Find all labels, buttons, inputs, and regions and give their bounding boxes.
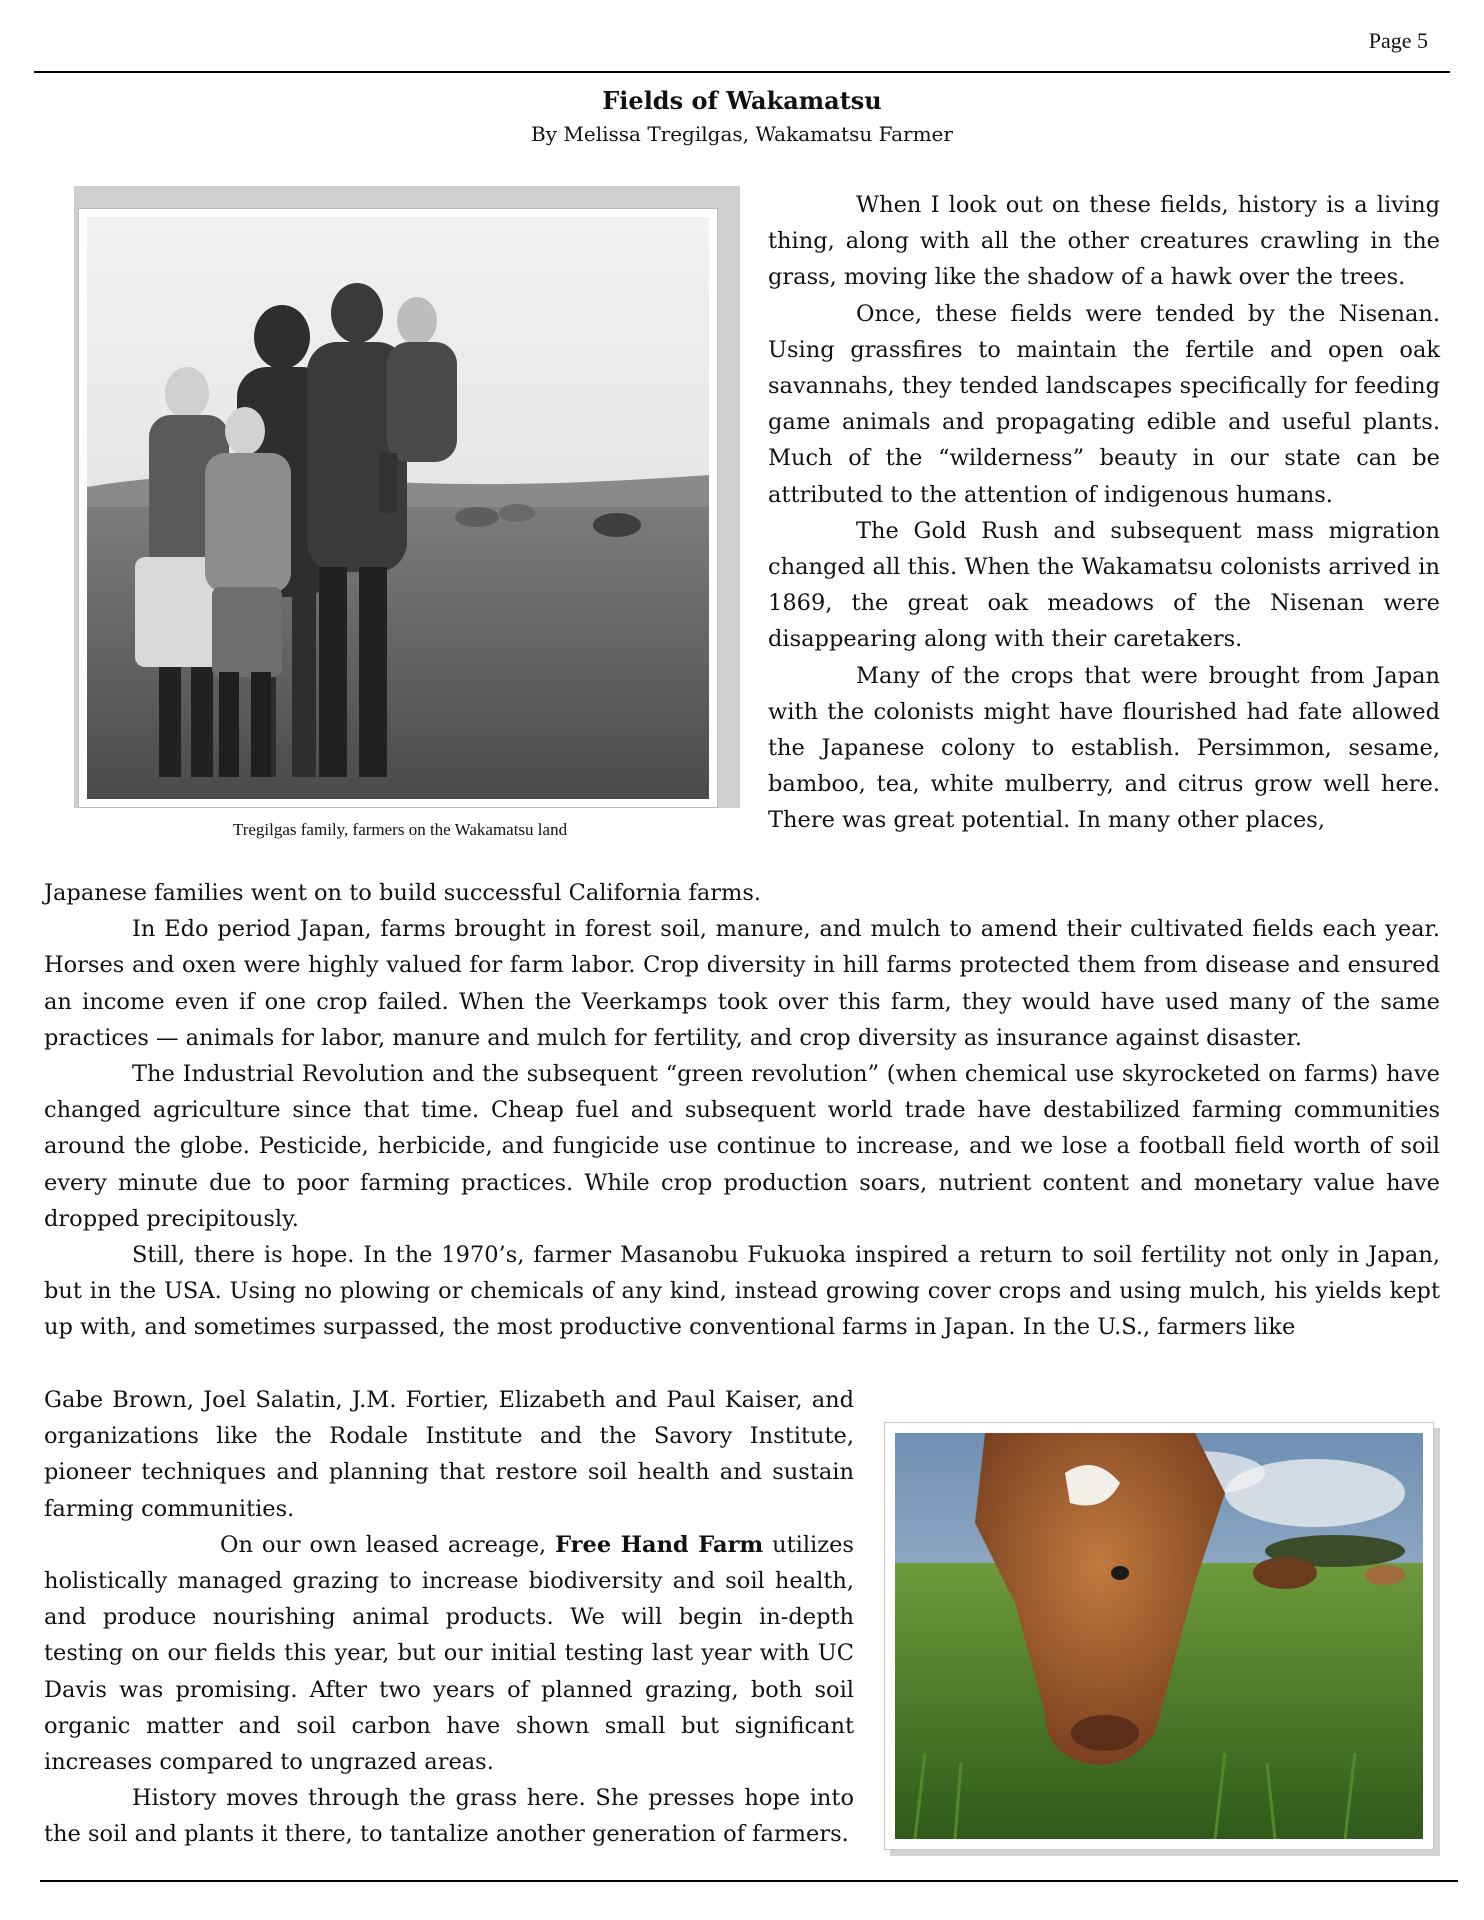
right-column: [768, 187, 1440, 839]
paragraph-continuation: Gabe Brown, Joel Salatin, J.M. Fortier, Elizabeth and Paul Kaiser, and organizations like the Rodale Institute and the Savory Institute, pioneer techniques and planning that restore soil health and sustain farming communities.: [44, 1387, 854, 1522]
photo-caption: Tregilgas family, farmers on the Wakamatsu land: [232, 820, 568, 839]
article-title: Fields of Wakamatsu: [602, 86, 882, 115]
paragraph: When I look out on these fields, history is a living thing, along with all the other creatures crawling in the grass, moving like the shadow of a hawk over the trees.: [768, 192, 1440, 291]
page-number: Page 5: [1368, 28, 1428, 53]
paragraph: The Gold Rush and subsequent mass migration changed all this. When the Wakamatsu colonists arrived in 1869, the great oak meadows of the Nisenan were disappearing along with their caretakers.: [768, 517, 1440, 653]
article-byline: By Melissa Tregilgas, Wakamatsu Farmer: [531, 122, 953, 146]
family-photo-image: [87, 217, 709, 799]
footer-rule: [40, 1880, 1458, 1882]
paragraph-continuation: Japanese families went on to build successful California farms.: [44, 880, 762, 906]
paragraph: The Industrial Revolution and the subsequent “green revolution” (when chemical use skyrocketed on farms) have changed agriculture since that time. Cheap fuel and subsequent world trade have destabilized farming communities around the globe. Pesticide, herbicide, and fungicide use continue to increase, and we lose a football field worth of soil every minute due to poor farming practices. While crop production soars, nutrient content and monetary value have dropped precipitously.: [44, 1061, 1440, 1232]
paragraph: Still, there is hope. In the 1970’s, farmer Masanobu Fukuoka inspired a return to soil fertility not only in Japan, but in the USA. Using no plowing or chemicals of any kind, instead growing cover crops and using mulch, his yields kept up with, and sometimes surpassed, the most productive conventional farms in Japan. In the U.S., farmers like: [44, 1242, 1440, 1341]
paragraph: Many of the crops that were brought from Japan with the colonists might have flourished had fate allowed the Japanese colony to establish. Persimmon, sesame, bamboo, tea, white mulberry, and citrus grow well here. There was great potential. In many other places,: [768, 662, 1440, 834]
paragraph: [44, 1527, 854, 1780]
paragraph: In Edo period Japan, farms brought in forest soil, manure, and mulch to amend their cultivated fields each year. Horses and oxen were highly valued for farm labor. Crop diversity in hill farms protected them from disease and ensured an income even if one crop failed. When the Veerkamps took over this farm, they would have used many of the same practices — animals for labor, manure and mulch for fertility, and crop diversity as insurance against disaster.: [44, 916, 1440, 1051]
paragraph: Once, these fields were tended by the Nisenan. Using grassfires to maintain the fertile and open oak savannahs, they tended landscapes specifically for feeding game animals and propagating edible and useful plants. Much of the “wilderness” beauty in our state can be attributed to the attention of indigenous humans.: [768, 300, 1440, 508]
left-column: [44, 1382, 854, 1853]
cow-photo-image: [895, 1433, 1423, 1839]
article-header: [0, 86, 1484, 148]
paragraph-text: On our own leased acreage,: [220, 1531, 556, 1558]
family-photo: [78, 208, 718, 808]
paragraph: History moves through the grass here. She presses hope into the soil and plants it there, to tantalize another generation of farmers.: [44, 1785, 854, 1848]
paragraph-text: utilizes holistically managed grazing to increase biodiversity and soil health, and produce nourishing animal products. We will begin in-depth testing on our fields this year, but our initial testing last year with UC Davis was promising. After two years of planned grazing, both soil organic matter and soil carbon have shown small but significant increases compared to ungrazed areas.: [44, 1531, 854, 1776]
full-width-section: [44, 875, 1440, 1346]
header-rule: [34, 71, 1450, 73]
cow-photo: [884, 1422, 1434, 1850]
farm-name: Free Hand Farm: [555, 1531, 764, 1558]
